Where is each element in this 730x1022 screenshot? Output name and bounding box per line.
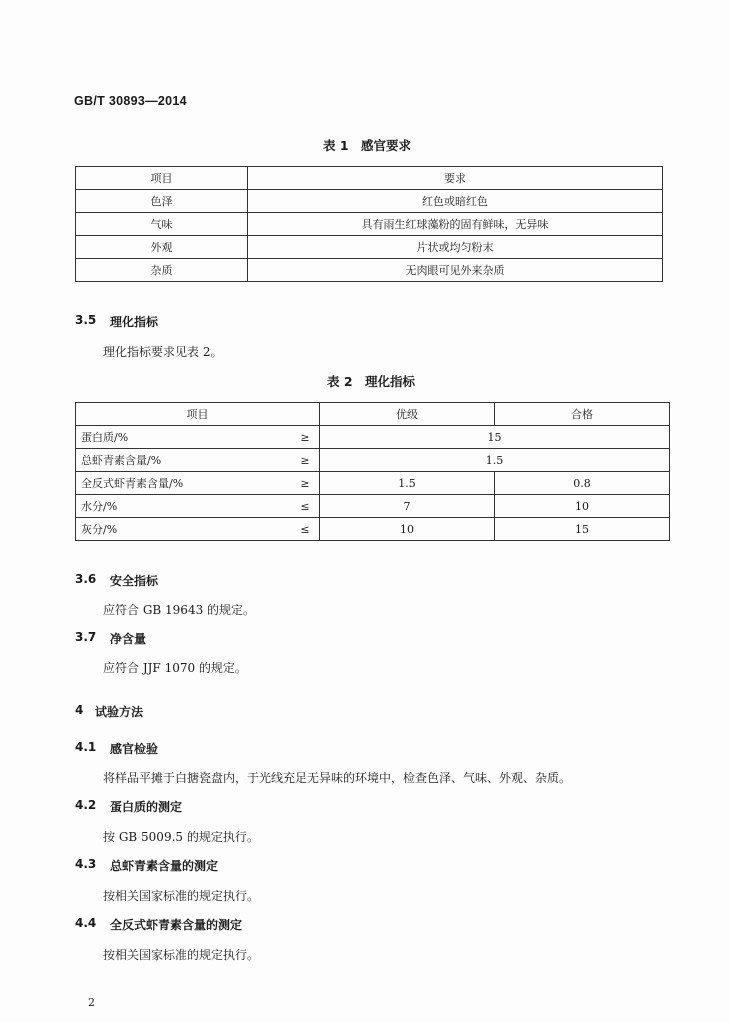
table-cell: 10 [320, 518, 495, 541]
table-header-cell: 合格 [495, 403, 670, 426]
table-cell: 蛋白质/% [76, 426, 292, 449]
section-text: 按相关国家标准的规定执行。 [103, 948, 260, 962]
section-text: 理化指标要求见表 2。 [103, 345, 223, 359]
section-title: 全反式虾青素含量的测定 [110, 918, 243, 932]
table-row [76, 190, 663, 213]
page-number: 2 [88, 996, 95, 1009]
table2-caption: 表 2 理化指标 [327, 374, 416, 389]
table-cell: 红色或暗红色 [248, 190, 663, 213]
section-text: 按相关国家标准的规定执行。 [103, 889, 260, 903]
table-header-row [76, 403, 670, 426]
table-row [76, 236, 663, 259]
table-cell: 1.5 [320, 472, 495, 495]
section-number: 4.3 [75, 857, 97, 871]
table1-sensory [75, 166, 663, 282]
table-cell: 水分/% [76, 495, 292, 518]
table-header-cell: 项目 [76, 403, 320, 426]
table-cell: 片状或均匀粉末 [248, 236, 663, 259]
table-row [76, 213, 663, 236]
table-row [76, 472, 670, 495]
section-number: 3.5 [75, 313, 97, 327]
section-text: 应符合 JJF 1070 的规定。 [103, 661, 247, 675]
table-cell: 15 [320, 426, 670, 449]
table-cell: ≥ [291, 426, 320, 449]
table-cell: 15 [495, 518, 670, 541]
section-number: 4.4 [75, 916, 97, 930]
table-row [76, 449, 670, 472]
table-cell: 具有雨生红球藻粉的固有鲜味，无异味 [248, 213, 663, 236]
table-cell: 气味 [76, 213, 248, 236]
table-cell: 10 [495, 495, 670, 518]
table-cell: ≤ [291, 518, 320, 541]
section-text: 应符合 GB 19643 的规定。 [103, 603, 256, 617]
table-header-cell: 要求 [248, 167, 663, 190]
table-cell: 杂质 [76, 259, 248, 282]
table-cell: 全反式虾青素含量/% [76, 472, 292, 495]
table-row [76, 495, 670, 518]
section-title: 蛋白质的测定 [110, 800, 183, 814]
table-cell: ≥ [291, 472, 320, 495]
section-text: 将样品平摊于白搪瓷盘内，于光线充足无异味的环境中，检查色泽、气味、外观、杂质。 [103, 771, 572, 785]
table-cell: ≥ [291, 449, 320, 472]
table-cell: 灰分/% [76, 518, 292, 541]
section-title: 感官检验 [110, 742, 159, 756]
table2-physicochemical [75, 402, 670, 541]
section-number: 3.6 [75, 572, 97, 586]
table-cell: 外观 [76, 236, 248, 259]
table-cell: 7 [320, 495, 495, 518]
section-number: 4 [75, 703, 84, 717]
section-number: 4.1 [75, 740, 97, 754]
section-title: 净含量 [110, 632, 147, 646]
table-cell: 无肉眼可见外来杂质 [248, 259, 663, 282]
section-number: 4.2 [75, 798, 97, 812]
table-row [76, 426, 670, 449]
standard-code: GB/T 30893—2014 [74, 94, 187, 108]
section-title: 安全指标 [110, 574, 159, 588]
table-cell: ≤ [291, 495, 320, 518]
section-number: 3.7 [75, 630, 97, 644]
table1-caption: 表 1 感官要求 [323, 138, 412, 153]
table-header-cell: 项目 [76, 167, 248, 190]
table-header-row [76, 167, 663, 190]
table-cell: 色泽 [76, 190, 248, 213]
section-text: 按 GB 5009.5 的规定执行。 [103, 830, 259, 844]
table-cell: 1.5 [320, 449, 670, 472]
table-row [76, 518, 670, 541]
table-header-cell: 优级 [320, 403, 495, 426]
table-row [76, 259, 663, 282]
section-title: 理化指标 [110, 315, 159, 329]
section-title: 试验方法 [95, 705, 144, 719]
section-title: 总虾青素含量的测定 [110, 859, 219, 873]
table-cell: 总虾青素含量/% [76, 449, 292, 472]
table-cell: 0.8 [495, 472, 670, 495]
